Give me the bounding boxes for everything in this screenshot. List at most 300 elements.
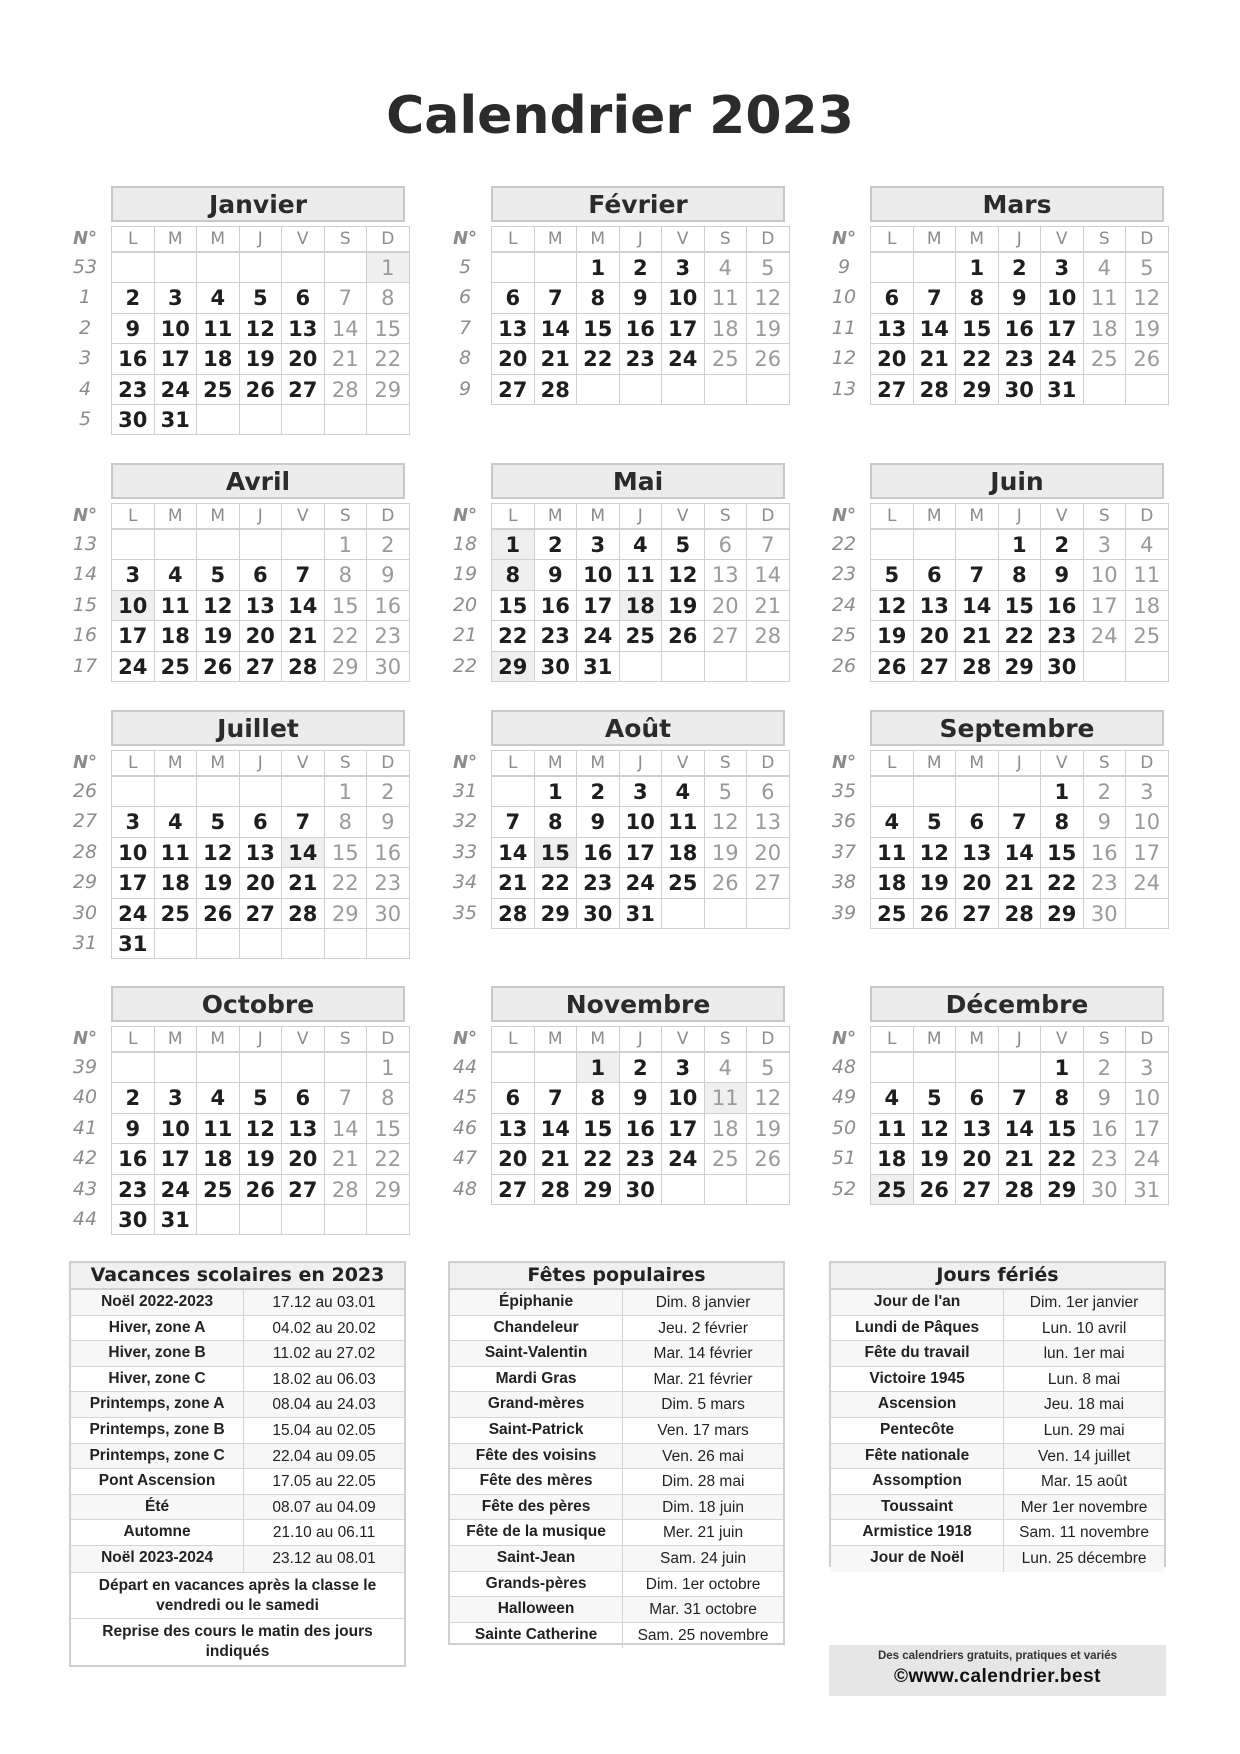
day-cell: 20 [955,867,999,898]
empty-day-cell [111,252,155,283]
vacances-row [71,1341,404,1367]
day-cell: 5 [661,529,705,560]
fetes-label: Saint-Patrick [450,1418,623,1443]
feries-label: Jour de l'an [831,1290,1004,1315]
day-cell: 22 [955,343,999,374]
day-cell: 13 [913,590,957,621]
day-cell: 27 [239,898,283,929]
day-cell: 26 [239,374,283,405]
day-cell: 20 [239,867,283,898]
day-cell: 3 [661,1052,705,1083]
day-cell: 22 [324,867,368,898]
vacances-label: Noël 2022-2023 [71,1290,244,1315]
day-cell: 13 [955,837,999,868]
day-cell: 25 [870,1174,914,1205]
day-cell: 10 [111,590,155,621]
empty-day-cell [955,1052,999,1083]
fetes-value: Dim. 28 mai [661,1473,745,1491]
day-cell: 14 [491,837,535,868]
empty-day-cell [281,252,325,283]
day-cell: 8 [998,559,1042,590]
day-cell: 25 [704,1143,748,1174]
feries-label: Ascension [831,1392,1004,1417]
day-cell: 12 [913,837,957,868]
vacances-label: Printemps, zone C [71,1444,244,1469]
feries-row [831,1341,1164,1367]
day-cell: 13 [239,590,283,621]
feries-label: Fête nationale [831,1444,1004,1469]
day-cell: 18 [704,1113,748,1144]
empty-day-cell [661,651,705,682]
day-cell: 20 [746,837,790,868]
day-cell: 14 [998,1113,1042,1144]
fetes-value: Sam. 25 novembre [637,1626,769,1644]
weekday-header: V [1040,226,1084,252]
day-cell: 29 [366,1174,410,1205]
day-cell: 9 [998,282,1042,313]
week-number-header: N° [72,228,98,249]
week-number-header: N° [72,1028,98,1049]
day-cell: 11 [1083,282,1127,313]
day-cell: 10 [111,837,155,868]
day-cell: 12 [913,1113,957,1144]
day-cell: 20 [704,590,748,621]
week-number: 27 [72,810,98,833]
week-number: 38 [831,871,857,894]
weekday-header: S [704,1026,748,1052]
day-cell: 15 [1040,837,1084,868]
empty-day-cell [154,529,198,560]
vacances-label: Automne [71,1520,244,1545]
empty-day-cell [239,928,283,959]
credit-box [829,1645,1166,1696]
day-cell: 18 [661,837,705,868]
day-cell: 31 [1040,374,1084,405]
weekday-header: M [913,503,957,529]
day-cell: 12 [704,806,748,837]
day-cell: 24 [661,343,705,374]
fetes-label: Grand-mères [450,1392,623,1417]
day-cell: 2 [366,529,410,560]
day-cell: 22 [576,1143,620,1174]
day-cell: 8 [1040,1082,1084,1113]
day-cell: 23 [619,343,663,374]
weekday-header: M [196,226,240,252]
day-cell: 26 [1125,343,1169,374]
weekday-header: D [366,226,410,252]
day-cell: 27 [955,1174,999,1205]
day-cell: 12 [661,559,705,590]
day-cell: 31 [576,651,620,682]
day-cell: 3 [576,529,620,560]
week-number: 47 [452,1147,478,1170]
day-cell: 24 [619,867,663,898]
day-cell: 2 [1083,1052,1127,1083]
day-cell: 21 [324,1143,368,1174]
day-cell: 2 [1040,529,1084,560]
week-number: 20 [452,593,478,616]
weekday-header: V [1040,503,1084,529]
day-cell: 25 [154,651,198,682]
empty-day-cell [239,776,283,807]
day-cell: 3 [1125,776,1169,807]
fetes-value: Mer. 21 juin [663,1524,744,1542]
day-cell: 4 [704,1052,748,1083]
weekday-header: D [746,750,790,776]
day-cell: 5 [196,806,240,837]
day-cell: 16 [366,590,410,621]
vacances-row [71,1444,404,1470]
fetes-row [450,1469,783,1495]
vacances-row [71,1392,404,1418]
public-holidays-rows [831,1290,1164,1572]
day-cell: 27 [239,651,283,682]
week-number: 17 [72,654,98,677]
day-cell: 18 [1125,590,1169,621]
day-cell: 25 [196,374,240,405]
weekday-header: M [534,1026,578,1052]
vacances-value: 08.04 au 24.03 [272,1396,376,1414]
weekday-header: M [196,750,240,776]
day-cell: 10 [154,313,198,344]
week-number: 31 [72,932,98,954]
day-cell: 21 [324,343,368,374]
popular-holidays-title: Fêtes populaires [450,1263,783,1290]
weekday-header: M [955,750,999,776]
day-cell: 17 [1125,837,1169,868]
day-cell: 22 [998,620,1042,651]
week-number: 43 [72,1177,98,1200]
week-number: 36 [831,810,857,833]
weekday-header: M [154,226,198,252]
week-number: 34 [452,871,478,894]
day-cell: 26 [661,620,705,651]
empty-day-cell [534,252,578,283]
month-title: Avril [111,463,405,499]
day-cell: 23 [1040,620,1084,651]
day-cell: 10 [1040,282,1084,313]
weekday-header: L [491,226,535,252]
feries-row [831,1469,1164,1495]
empty-day-cell [154,252,198,283]
day-cell: 23 [1083,867,1127,898]
feries-label: Victoire 1945 [831,1367,1004,1392]
weekday-header: J [239,750,283,776]
weekday-header: L [111,503,155,529]
day-cell: 25 [870,898,914,929]
day-cell: 7 [491,806,535,837]
empty-day-cell [366,404,410,435]
feries-row [831,1520,1164,1546]
school-holidays-table [69,1261,406,1667]
vacances-label: Hiver, zone A [71,1316,244,1341]
empty-day-cell [1083,374,1127,405]
day-cell: 13 [491,1113,535,1144]
day-cell: 27 [491,374,535,405]
day-cell: 7 [746,529,790,560]
week-number-header: N° [72,505,98,526]
day-cell: 16 [576,837,620,868]
day-cell: 7 [324,282,368,313]
weekday-header: V [281,750,325,776]
week-number: 3 [78,347,92,370]
day-cell: 2 [111,1082,155,1113]
week-number: 37 [831,840,857,863]
day-cell: 8 [491,559,535,590]
week-number: 42 [72,1147,98,1170]
day-cell: 19 [239,1143,283,1174]
empty-day-cell [324,252,368,283]
day-cell: 18 [870,1143,914,1174]
day-cell: 21 [746,590,790,621]
public-holidays-title: Jours fériés [831,1263,1164,1290]
day-cell: 13 [955,1113,999,1144]
day-cell: 31 [154,404,198,435]
day-cell: 23 [111,374,155,405]
day-cell: 5 [704,776,748,807]
credit-website-link[interactable]: ©www.calendrier.best [893,1666,1102,1687]
day-cell: 7 [955,559,999,590]
empty-day-cell [366,1204,410,1235]
day-cell: 30 [619,1174,663,1205]
day-cell: 17 [1040,313,1084,344]
day-cell: 9 [366,806,410,837]
fetes-label: Fête des pères [450,1495,623,1520]
day-cell: 7 [281,559,325,590]
day-cell: 4 [154,559,198,590]
feries-value: Mar. 15 août [1040,1473,1128,1491]
day-cell: 22 [491,620,535,651]
week-number: 11 [831,316,857,339]
day-cell: 24 [154,374,198,405]
day-cell: 5 [913,806,957,837]
empty-day-cell [239,404,283,435]
weekday-header: S [324,1026,368,1052]
day-cell: 17 [154,1143,198,1174]
feries-label: Lundi de Pâques [831,1316,1004,1341]
day-cell: 28 [913,374,957,405]
week-number: 8 [458,347,472,370]
day-cell: 12 [746,282,790,313]
day-cell: 7 [998,806,1042,837]
day-cell: 1 [1040,1052,1084,1083]
weekday-header: V [281,1026,325,1052]
day-cell: 6 [870,282,914,313]
fetes-value: Ven. 17 mars [657,1421,749,1439]
day-cell: 17 [154,343,198,374]
day-cell: 1 [366,252,410,283]
weekday-header: V [1040,1026,1084,1052]
popular-holidays-rows [450,1290,783,1648]
weekday-header: V [281,226,325,252]
fetes-label: Fête des voisins [450,1444,623,1469]
day-cell: 2 [1083,776,1127,807]
day-cell: 30 [111,1204,155,1235]
day-cell: 15 [1040,1113,1084,1144]
day-cell: 18 [196,1143,240,1174]
feries-row [831,1392,1164,1418]
feries-value: Lun. 25 décembre [1021,1549,1147,1567]
empty-day-cell [1125,651,1169,682]
day-cell: 5 [746,252,790,283]
day-cell: 11 [196,1113,240,1144]
day-cell: 29 [324,898,368,929]
week-number: 29 [72,871,98,894]
empty-day-cell [154,1052,198,1083]
fetes-row [450,1495,783,1521]
day-cell: 21 [281,620,325,651]
day-cell: 9 [111,1113,155,1144]
day-cell: 26 [870,651,914,682]
empty-day-cell [704,1174,748,1205]
day-cell: 6 [704,529,748,560]
fetes-label: Épiphanie [450,1290,623,1315]
vacances-label: Hiver, zone B [71,1341,244,1366]
weekday-header: M [534,503,578,529]
day-cell: 17 [1083,590,1127,621]
day-cell: 7 [534,1082,578,1113]
day-cell: 15 [576,313,620,344]
day-cell: 15 [955,313,999,344]
day-cell: 31 [154,1204,198,1235]
vacances-value: 18.02 au 06.03 [272,1370,376,1388]
fetes-row [450,1444,783,1470]
vacances-row [71,1495,404,1521]
day-cell: 15 [534,837,578,868]
day-cell: 4 [870,806,914,837]
public-holidays-table [829,1261,1166,1567]
day-cell: 16 [998,313,1042,344]
popular-holidays-table [448,1261,785,1645]
empty-day-cell [998,776,1042,807]
month-title: Août [491,710,785,746]
fetes-row [450,1290,783,1316]
day-cell: 12 [196,590,240,621]
day-cell: 28 [746,620,790,651]
day-cell: 4 [196,282,240,313]
week-number: 6 [458,286,472,309]
day-cell: 7 [324,1082,368,1113]
empty-day-cell [1125,374,1169,405]
day-cell: 13 [870,313,914,344]
day-cell: 10 [619,806,663,837]
day-cell: 3 [661,252,705,283]
day-cell: 26 [746,1143,790,1174]
fetes-label: Sainte Catherine [450,1623,623,1649]
day-cell: 11 [196,313,240,344]
feries-label: Fête du travail [831,1341,1004,1366]
weekday-header: S [704,750,748,776]
page-title: Calendrier 2023 [386,86,854,146]
day-cell: 7 [998,1082,1042,1113]
empty-day-cell [196,776,240,807]
week-number: 49 [831,1086,857,1109]
day-cell: 18 [619,590,663,621]
day-cell: 10 [1125,806,1169,837]
day-cell: 30 [998,374,1042,405]
weekday-header: D [1125,503,1169,529]
month-title: Janvier [111,186,405,222]
day-cell: 8 [324,559,368,590]
feries-label: Assomption [831,1469,1004,1494]
day-cell: 3 [619,776,663,807]
fetes-value: Dim. 8 janvier [655,1294,751,1311]
empty-day-cell [196,252,240,283]
weekday-header: V [661,750,705,776]
vacances-label: Pont Ascension [71,1469,244,1494]
day-cell: 1 [1040,776,1084,807]
weekday-header: L [870,1026,914,1052]
day-cell: 26 [704,867,748,898]
weekday-header: S [1083,750,1127,776]
day-cell: 19 [196,867,240,898]
weekday-header: S [324,503,368,529]
day-cell: 13 [491,313,535,344]
empty-day-cell [281,529,325,560]
empty-day-cell [111,1052,155,1083]
feries-label: Jour de Noël [831,1546,1004,1572]
day-cell: 9 [366,559,410,590]
vacances-value: 21.10 au 06.11 [272,1524,376,1542]
day-cell: 11 [704,282,748,313]
day-cell: 29 [324,651,368,682]
day-cell: 29 [998,651,1042,682]
day-cell: 8 [324,806,368,837]
empty-day-cell [661,1174,705,1205]
day-cell: 10 [1083,559,1127,590]
week-number: 50 [831,1116,857,1139]
day-cell: 29 [1040,1174,1084,1205]
weekday-header: L [111,1026,155,1052]
vacances-value: 23.12 au 08.01 [272,1549,376,1567]
empty-day-cell [239,1052,283,1083]
day-cell: 29 [534,898,578,929]
empty-day-cell [870,252,914,283]
day-cell: 24 [661,1143,705,1174]
weekday-header: M [154,503,198,529]
day-cell: 4 [154,806,198,837]
week-number: 31 [452,780,478,802]
fetes-row [450,1520,783,1546]
empty-day-cell [154,776,198,807]
empty-day-cell [324,1204,368,1235]
day-cell: 20 [239,620,283,651]
day-cell: 28 [281,898,325,929]
day-cell: 11 [870,837,914,868]
day-cell: 20 [281,1143,325,1174]
day-cell: 30 [1040,651,1084,682]
day-cell: 18 [704,313,748,344]
week-number: 26 [72,780,98,802]
empty-day-cell [324,1052,368,1083]
weekday-header: J [619,1026,663,1052]
day-cell: 19 [661,590,705,621]
fetes-row [450,1572,783,1598]
day-cell: 13 [281,1113,325,1144]
vacances-row [71,1367,404,1393]
day-cell: 21 [534,1143,578,1174]
week-number: 28 [72,840,98,863]
feries-row [831,1546,1164,1572]
week-number: 2 [78,316,92,339]
day-cell: 8 [576,1082,620,1113]
day-cell: 11 [154,837,198,868]
month-title: Mars [870,186,1164,222]
day-cell: 7 [913,282,957,313]
day-cell: 8 [534,806,578,837]
week-number-header: N° [831,505,857,526]
empty-day-cell [704,898,748,929]
